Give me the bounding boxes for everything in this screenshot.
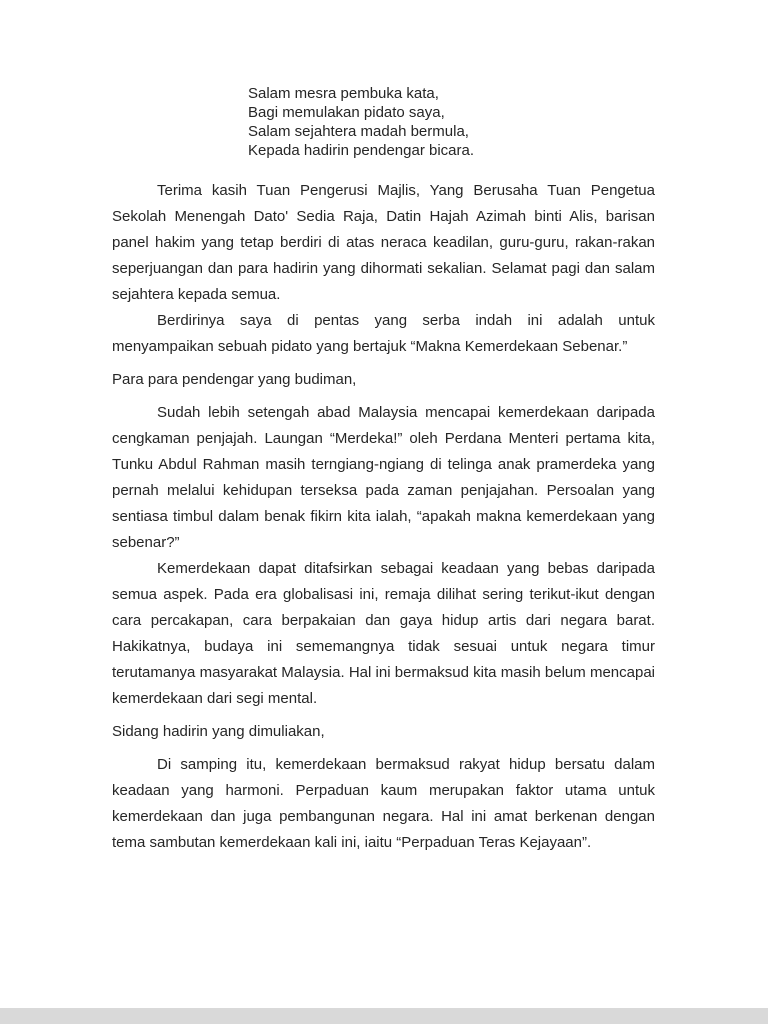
- page-edge-gap: [0, 1008, 768, 1024]
- paragraph-merdeka-history: Sudah lebih setengah abad Malaysia mencapai kemerdekaan daripada cengkaman penjajah. Laungan “Merdeka!” oleh Perdana Menteri pertama kita, Tunku Abdul Rahman masih terngiang-ngiang di telinga anak pramerdeka yang pernah melalui kehidupan terseksa pada zaman penjajahan. Persoalan yang sentiasa timbul dalam benak fikirn kita ialah, “apakah makna kemerdekaan yang sebenar?”: [112, 404, 655, 551]
- salutation-line-2: Sidang hadirin yang dimuliakan,: [112, 723, 325, 740]
- paragraph-introduction: Berdirinya saya di pentas yang serba indah ini adalah untuk menyampaikan sebuah pidato yang bertajuk “Makna Kemerdekaan Sebenar.”: [112, 312, 655, 355]
- salutation-line-1: Para para pendengar yang budiman,: [112, 371, 357, 388]
- paragraph-greeting: Terima kasih Tuan Pengerusi Majlis, Yang Berusaha Tuan Pengetua Sekolah Menengah Dato' Sedia Raja, Datin Hajah Azimah binti Alis, barisan panel hakim yang tetap berdiri di atas neraca keadilan, guru-guru, rakan-rakan seperjuangan dan para hadirin yang dihormati sekalian. Selamat pagi dan salam sejahtera kepada semua.: [112, 182, 655, 303]
- paragraph-kemerdekaan-definition: Kemerdekaan dapat ditafsirkan sebagai keadaan yang bebas daripada semua aspek. Pada era globalisasi ini, remaja dilihat sering terikut-ikut dengan cara percakapan, cara berpakaian dan gaya hidup artis dari negara barat. Hakikatnya, budaya ini sememangnya tidak sesuai untuk negara timur terutamanya masyarakat Malaysia. Hal ini bermaksud kita masih belum mencapai kemerdekaan dari segi mental.: [112, 560, 655, 707]
- poem-line-2: Bagi memulakan pidato saya,: [248, 104, 445, 121]
- paragraph-perpaduan: Di samping itu, kemerdekaan bermaksud rakyat hidup bersatu dalam keadaan yang harmoni. Perpaduan kaum merupakan faktor utama untuk kemerdekaan dan juga pembangunan negara. Hal ini amat berkenan dengan tema sambutan kemerdekaan kali ini, iaitu “Perpaduan Teras Kejayaan”.: [112, 756, 655, 851]
- opening-poem: [248, 84, 655, 160]
- poem-line-1: Salam mesra pembuka kata,: [248, 85, 439, 102]
- poem-line-4: Kepada hadirin pendengar bicara.: [248, 142, 475, 159]
- poem-line-3: Salam sejahtera madah bermula,: [248, 123, 469, 140]
